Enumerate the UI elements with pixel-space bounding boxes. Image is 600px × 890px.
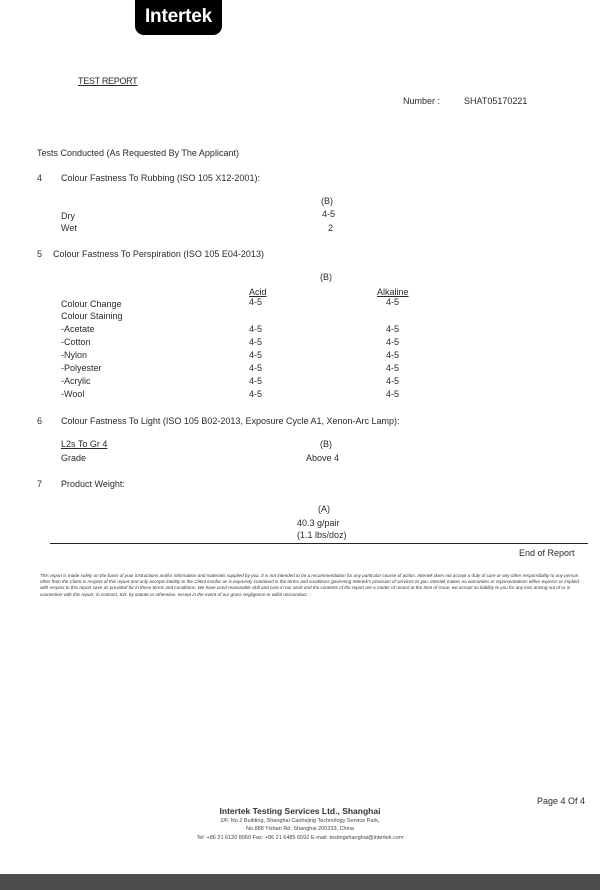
grade-label: Grade — [61, 453, 87, 463]
section-6-col-header: (B) — [320, 439, 332, 449]
stain-row-label: -Acrylic — [61, 376, 91, 386]
section-6-title: Colour Fastness To Light (ISO 105 B02-2013, Exposure Cycle A1, Xenon-Arc Lamp): — [61, 416, 400, 426]
colour-change-acid: 4-5 — [249, 297, 263, 307]
section-4-number: 4 — [37, 173, 43, 183]
rubbing-wet-value: 2 — [328, 223, 334, 233]
footer-address-line-1: 2/F, No.2 Building, Shanghai Caohejing Technology Service Park, — [220, 818, 380, 824]
section-5-number: 5 — [37, 249, 43, 259]
stain-row-label: -Acetate — [61, 324, 95, 334]
stain-row-label: -Nylon — [61, 350, 88, 360]
stain-row-acid: 4-5 — [249, 324, 263, 334]
rubbing-wet-label: Wet — [61, 223, 77, 233]
stain-row-alkaline: 4-5 — [386, 389, 400, 399]
page-number: Page 4 Of 4 — [537, 796, 586, 806]
stain-row-acid: 4-5 — [249, 363, 263, 373]
stain-row-label: -Polyester — [61, 363, 102, 373]
alkaline-header: Alkaline — [377, 287, 409, 297]
intertek-logo: Intertek — [135, 0, 222, 35]
section-5-col-header: (B) — [320, 272, 332, 282]
stain-row-alkaline: 4-5 — [386, 324, 400, 334]
stain-row-alkaline: 4-5 — [386, 376, 400, 386]
grade-value: Above 4 — [306, 453, 340, 463]
section-5-title: Colour Fastness To Perspiration (ISO 105 E04-2013) — [53, 249, 264, 259]
stain-row-acid: 4-5 — [249, 337, 263, 347]
weight-per-dozen: (1.1 lbs/doz) — [297, 530, 347, 540]
footer-address-line-2: No.888 Yishan Rd, Shanghai 200233, China — [246, 826, 354, 832]
footer-company: Intertek Testing Services Ltd., Shanghai — [219, 806, 381, 816]
section-7-number: 7 — [37, 479, 43, 489]
report-title: TEST REPORT — [78, 76, 138, 86]
rubbing-dry-value: 4-5 — [322, 209, 336, 219]
stain-row-alkaline: 4-5 — [386, 350, 400, 360]
colour-staining-label: Colour Staining — [61, 311, 123, 321]
footer-contact: Tel: +86 21 6120 8060 Fax: +86 21 6485 6592 E-mail: testingshanghai@intertek.com — [196, 835, 404, 841]
colour-change-alkaline: 4-5 — [386, 297, 400, 307]
colour-change-label: Colour Change — [61, 299, 122, 309]
disclaimer-text: This report is made solely on the basis of your instructions and/or information and materials supplied by you. It is not intended to be a recommendation for any particular course of action. Intertek does not accept a duty of care or any other responsibility to any person other than the Client in respect of this report and only accepts liability to the Client insofar as is expressly contained in the terms and conditions governing Intertek's provision of services to you. Intertek makes no warranties or representations either express or implied with respect to this report save as provided for in those terms and conditions. We have used reasonable skill and care in our work and the contents of the report are a matter of record at the time of issue; we accept no liability to you for any loss arising out of or in connection with this report, in contract, tort, by statute or otherwise, except in the event of our gross negligence or wilful misconduct. — [40, 573, 579, 597]
light-reference-label: L2s To Gr 4 — [61, 439, 108, 449]
section-4-col-header: (B) — [321, 196, 333, 206]
stain-row-alkaline: 4-5 — [386, 363, 400, 373]
stain-row-alkaline: 4-5 — [386, 337, 400, 347]
section-6-number: 6 — [37, 416, 43, 426]
stain-row-acid: 4-5 — [249, 389, 263, 399]
weight-per-pair: 40.3 g/pair — [297, 518, 340, 528]
tests-heading: Tests Conducted (As Requested By The Applicant) — [37, 148, 239, 158]
rubbing-dry-label: Dry — [61, 211, 75, 221]
end-of-report: End of Report — [519, 548, 575, 558]
acid-header: Acid — [249, 287, 267, 297]
stain-row-acid: 4-5 — [249, 350, 263, 360]
section-7-title: Product Weight: — [61, 479, 125, 489]
stain-row-label: -Cotton — [61, 337, 91, 347]
report-number-value: SHAT05170221 — [464, 96, 528, 106]
bottom-bar — [0, 874, 600, 890]
end-divider — [50, 543, 588, 544]
section-7-col-header: (A) — [318, 504, 330, 514]
section-4-title: Colour Fastness To Rubbing (ISO 105 X12-2001): — [61, 173, 260, 183]
stain-row-label: -Wool — [61, 389, 85, 399]
report-number-label: Number : — [403, 96, 441, 106]
stain-row-acid: 4-5 — [249, 376, 263, 386]
